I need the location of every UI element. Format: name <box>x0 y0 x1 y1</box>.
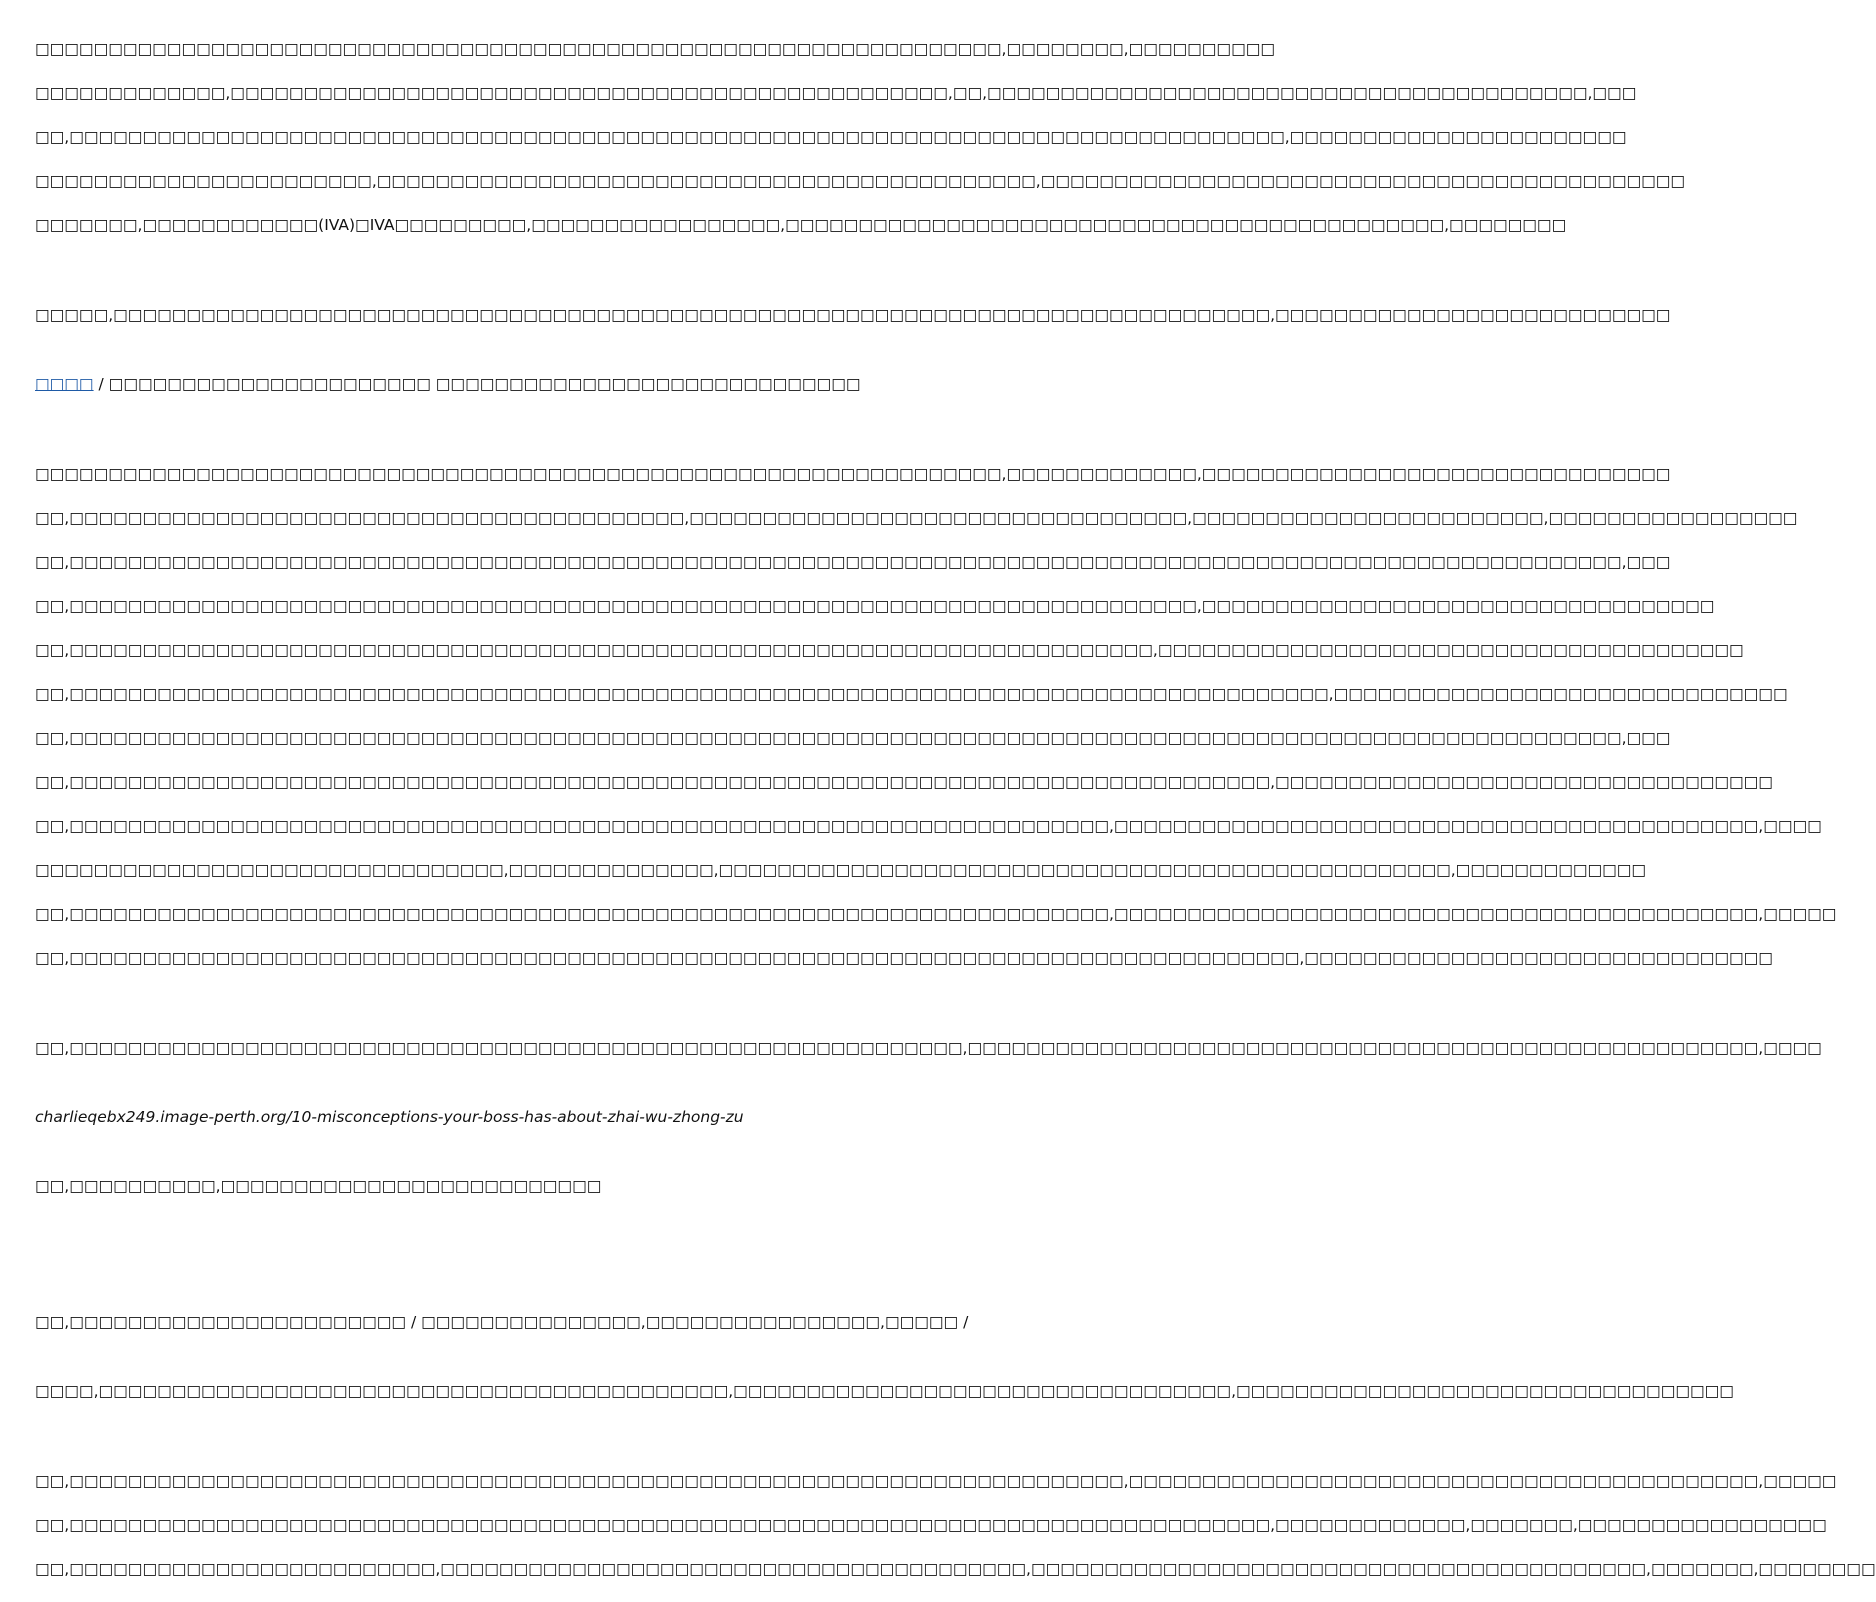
paragraph-6-line-1: □□□□□,□□□□□□□□□□□□□□□□□□□□□□□□□□□□□□□□□□□□□□□□□□□□□□□□□□□□□□□□□□□□□□□□□□□□□□□□□□□□□□□,□□□□□□□□□□□□□□□□□□□□□□□□□□□ <box>35 306 1671 324</box>
paragraph-19 <box>35 991 1822 1244</box>
paragraph-18: □□,□□□□□□□□□□□□□□□□□□□□□□□□□□□□□□□□□□□□□□□□□□□□□□□□□□□□□□□□□□□□□□□□□□□□□□□□□□□□□□□□□□□□,□□□□□□□□□□□□□□□□□□□□□□□□□□□□□□□□ <box>35 949 1773 967</box>
paragraph-22: □□,□□□□□□□□□□□□□□□□□□□□□□□□□□□□□□□□□□□□□□□□□□□□□□□□□□□□□□□□□□□□□□□□□□□□□□□□□□□□□□□□□□,□□□□□□□□□□□□□,□□□□□□□,□□□□□□□□□□□□□□□□□ <box>35 1516 1827 1534</box>
paragraph-10: □□,□□□□□□□□□□□□□□□□□□□□□□□□□□□□□□□□□□□□□□□□□□□□□□□□□□□□□□□□□□□□□□□□□□□□□□□□□□□□□,□□□□□□□□□□□□□□□□□□□□□□□□□□□□□□□□□□□ <box>35 597 1715 615</box>
paragraph-6 <box>35 258 1671 442</box>
paragraph-20 <box>35 1265 1734 1449</box>
paragraph-8: □□,□□□□□□□□□□□□□□□□□□□□□□□□□□□□□□□□□□□□□□□□□□,□□□□□□□□□□□□□□□□□□□□□□□□□□□□□□□□□□,□□□□□□□□□□□□□□□□□□□□□□□□,□□□□□□□□□□□□□□□□□ <box>35 509 1798 527</box>
paragraph-12: □□,□□□□□□□□□□□□□□□□□□□□□□□□□□□□□□□□□□□□□□□□□□□□□□□□□□□□□□□□□□□□□□□□□□□□□□□□□□□□□□□□□□□□□□,□□□□□□□□□□□□□□□□□□□□□□□□□□□□□□□ <box>35 685 1788 703</box>
paragraph-17: □□,□□□□□□□□□□□□□□□□□□□□□□□□□□□□□□□□□□□□□□□□□□□□□□□□□□□□□□□□□□□□□□□□□□□□□□□,□□□□□□□□□□□□□□□□□□□□□□□□□□□□□□□□□□□□□□□□□□□□,□□□□□ <box>35 905 1837 923</box>
paragraph-6-after-link: / □□□□□□□□□□□□□□□□□□□□□□ □□□□□□□□□□□□□□□□□□□□□□□□□□□□□ <box>93 375 861 393</box>
paragraph-9: □□,□□□□□□□□□□□□□□□□□□□□□□□□□□□□□□□□□□□□□□□□□□□□□□□□□□□□□□□□□□□□□□□□□□□□□□□□□□□□□□□□□□□□□□□□□□□□□□□□□□□□□□□□□□,□□□ <box>35 553 1671 571</box>
paragraph-1: □□□□□□□□□□□□□□□□□□□□□□□□□□□□□□□□□□□□□□□□□□□□□□□□□□□□□□□□□□□□□□□□□□,□□□□□□□□,□□□□□□□□□□ <box>35 40 1276 58</box>
paragraph-21: □□,□□□□□□□□□□□□□□□□□□□□□□□□□□□□□□□□□□□□□□□□□□□□□□□□□□□□□□□□□□□□□□□□□□□□□□□□,□□□□□□□□□□□□□□□□□□□□□□□□□□□□□□□□□□□□□□□□□□□,□□□□□ <box>35 1472 1837 1490</box>
paragraph-19-line-3: □□,□□□□□□□□□□,□□□□□□□□□□□□□□□□□□□□□□□□□□ <box>35 1177 602 1195</box>
paragraph-7: □□□□□□□□□□□□□□□□□□□□□□□□□□□□□□□□□□□□□□□□□□□□□□□□□□□□□□□□□□□□□□□□□□,□□□□□□□□□□□□□,□□□□□□□□□□□□□□□□□□□□□□□□□□□□□□□□ <box>35 465 1671 483</box>
paragraph-3: □□,□□□□□□□□□□□□□□□□□□□□□□□□□□□□□□□□□□□□□□□□□□□□□□□□□□□□□□□□□□□□□□□□□□□□□□□□□□□□□□□□□□□,□□□□□□□□□□□□□□□□□□□□□□□ <box>35 128 1627 146</box>
paragraph-16: □□□□□□□□□□□□□□□□□□□□□□□□□□□□□□□□,□□□□□□□□□□□□□□,□□□□□□□□□□□□□□□□□□□□□□□□□□□□□□□□□□□□□□□□□□□□□□□□□□,□□□□□□□□□□□□□ <box>35 861 1647 879</box>
paragraph-19-line-1: □□,□□□□□□□□□□□□□□□□□□□□□□□□□□□□□□□□□□□□□□□□□□□□□□□□□□□□□□□□□□□□□,□□□□□□□□□□□□□□□□□□□□□□□□□□□□□□□□□□□□□□□□□□□□□□□□□□□□□□,□□□□ <box>35 1039 1822 1057</box>
paragraph-11: □□,□□□□□□□□□□□□□□□□□□□□□□□□□□□□□□□□□□□□□□□□□□□□□□□□□□□□□□□□□□□□□□□□□□□□□□□□□□,□□□□□□□□□□□□□□□□□□□□□□□□□□□□□□□□□□□□□□□□ <box>35 641 1744 659</box>
paragraph-20-line-2: □□□□,□□□□□□□□□□□□□□□□□□□□□□□□□□□□□□□□□□□□□□□□□□□,□□□□□□□□□□□□□□□□□□□□□□□□□□□□□□□□□□,□□□□□□□□□□□□□□□□□□□□□□□□□□□□□□□□□□ <box>35 1382 1734 1400</box>
paragraph-2: □□□□□□□□□□□□□,□□□□□□□□□□□□□□□□□□□□□□□□□□□□□□□□□□□□□□□□□□□□□□□□□,□□,□□□□□□□□□□□□□□□□□□□□□□□□□□□□□□□□□□□□□□□□□,□□□ <box>35 84 1637 102</box>
inline-link[interactable]: □□□□ <box>35 375 94 393</box>
url-text: charlieqebx249.image-perth.org/10-misconceptions-your-boss-has-about-zhai-wu-zhong-zu <box>35 1108 744 1126</box>
paragraph-6-line-2 <box>35 373 990 396</box>
paragraph-20-line-1: □□,□□□□□□□□□□□□□□□□□□□□□□□ / □□□□□□□□□□□□□□□,□□□□□□□□□□□□□□□□,□□□□□ / <box>35 1313 969 1331</box>
document-page <box>35 38 1876 1602</box>
paragraph-13: □□,□□□□□□□□□□□□□□□□□□□□□□□□□□□□□□□□□□□□□□□□□□□□□□□□□□□□□□□□□□□□□□□□□□□□□□□□□□□□□□□□□□□□□□□□□□□□□□□□□□□□□□□□□□,□□□ <box>35 729 1671 747</box>
paragraph-15: □□,□□□□□□□□□□□□□□□□□□□□□□□□□□□□□□□□□□□□□□□□□□□□□□□□□□□□□□□□□□□□□□□□□□□□□□□,□□□□□□□□□□□□□□□□□□□□□□□□□□□□□□□□□□□□□□□□□□□□,□□□□ <box>35 817 1822 835</box>
paragraph-23: □□,□□□□□□□□□□□□□□□□□□□□□□□□□,□□□□□□□□□□□□□□□□□□□□□□□□□□□□□□□□□□□□□□□□,□□□□□□□□□□□□□□□□□□□□□□□□□□□□□□□□□□□□□□□□□□,□□□□□□□,□□□□□□□□ <box>35 1560 1876 1578</box>
paragraph-14: □□,□□□□□□□□□□□□□□□□□□□□□□□□□□□□□□□□□□□□□□□□□□□□□□□□□□□□□□□□□□□□□□□□□□□□□□□□□□□□□□□□□□,□□□□□□□□□□□□□□□□□□□□□□□□□□□□□□□□□□ <box>35 773 1773 791</box>
paragraph-5: □□□□□□□,□□□□□□□□□□□□(IVA)□IVA□□□□□□□□□,□□□□□□□□□□□□□□□□□,□□□□□□□□□□□□□□□□□□□□□□□□□□□□□□□□□□□□□□□□□□□□□,□□□□□□□□ <box>35 216 1567 234</box>
paragraph-4: □□□□□□□□□□□□□□□□□□□□□□□,□□□□□□□□□□□□□□□□□□□□□□□□□□□□□□□□□□□□□□□□□□□□□,□□□□□□□□□□□□□□□□□□□□□□□□□□□□□□□□□□□□□□□□□□□□ <box>35 172 1686 190</box>
